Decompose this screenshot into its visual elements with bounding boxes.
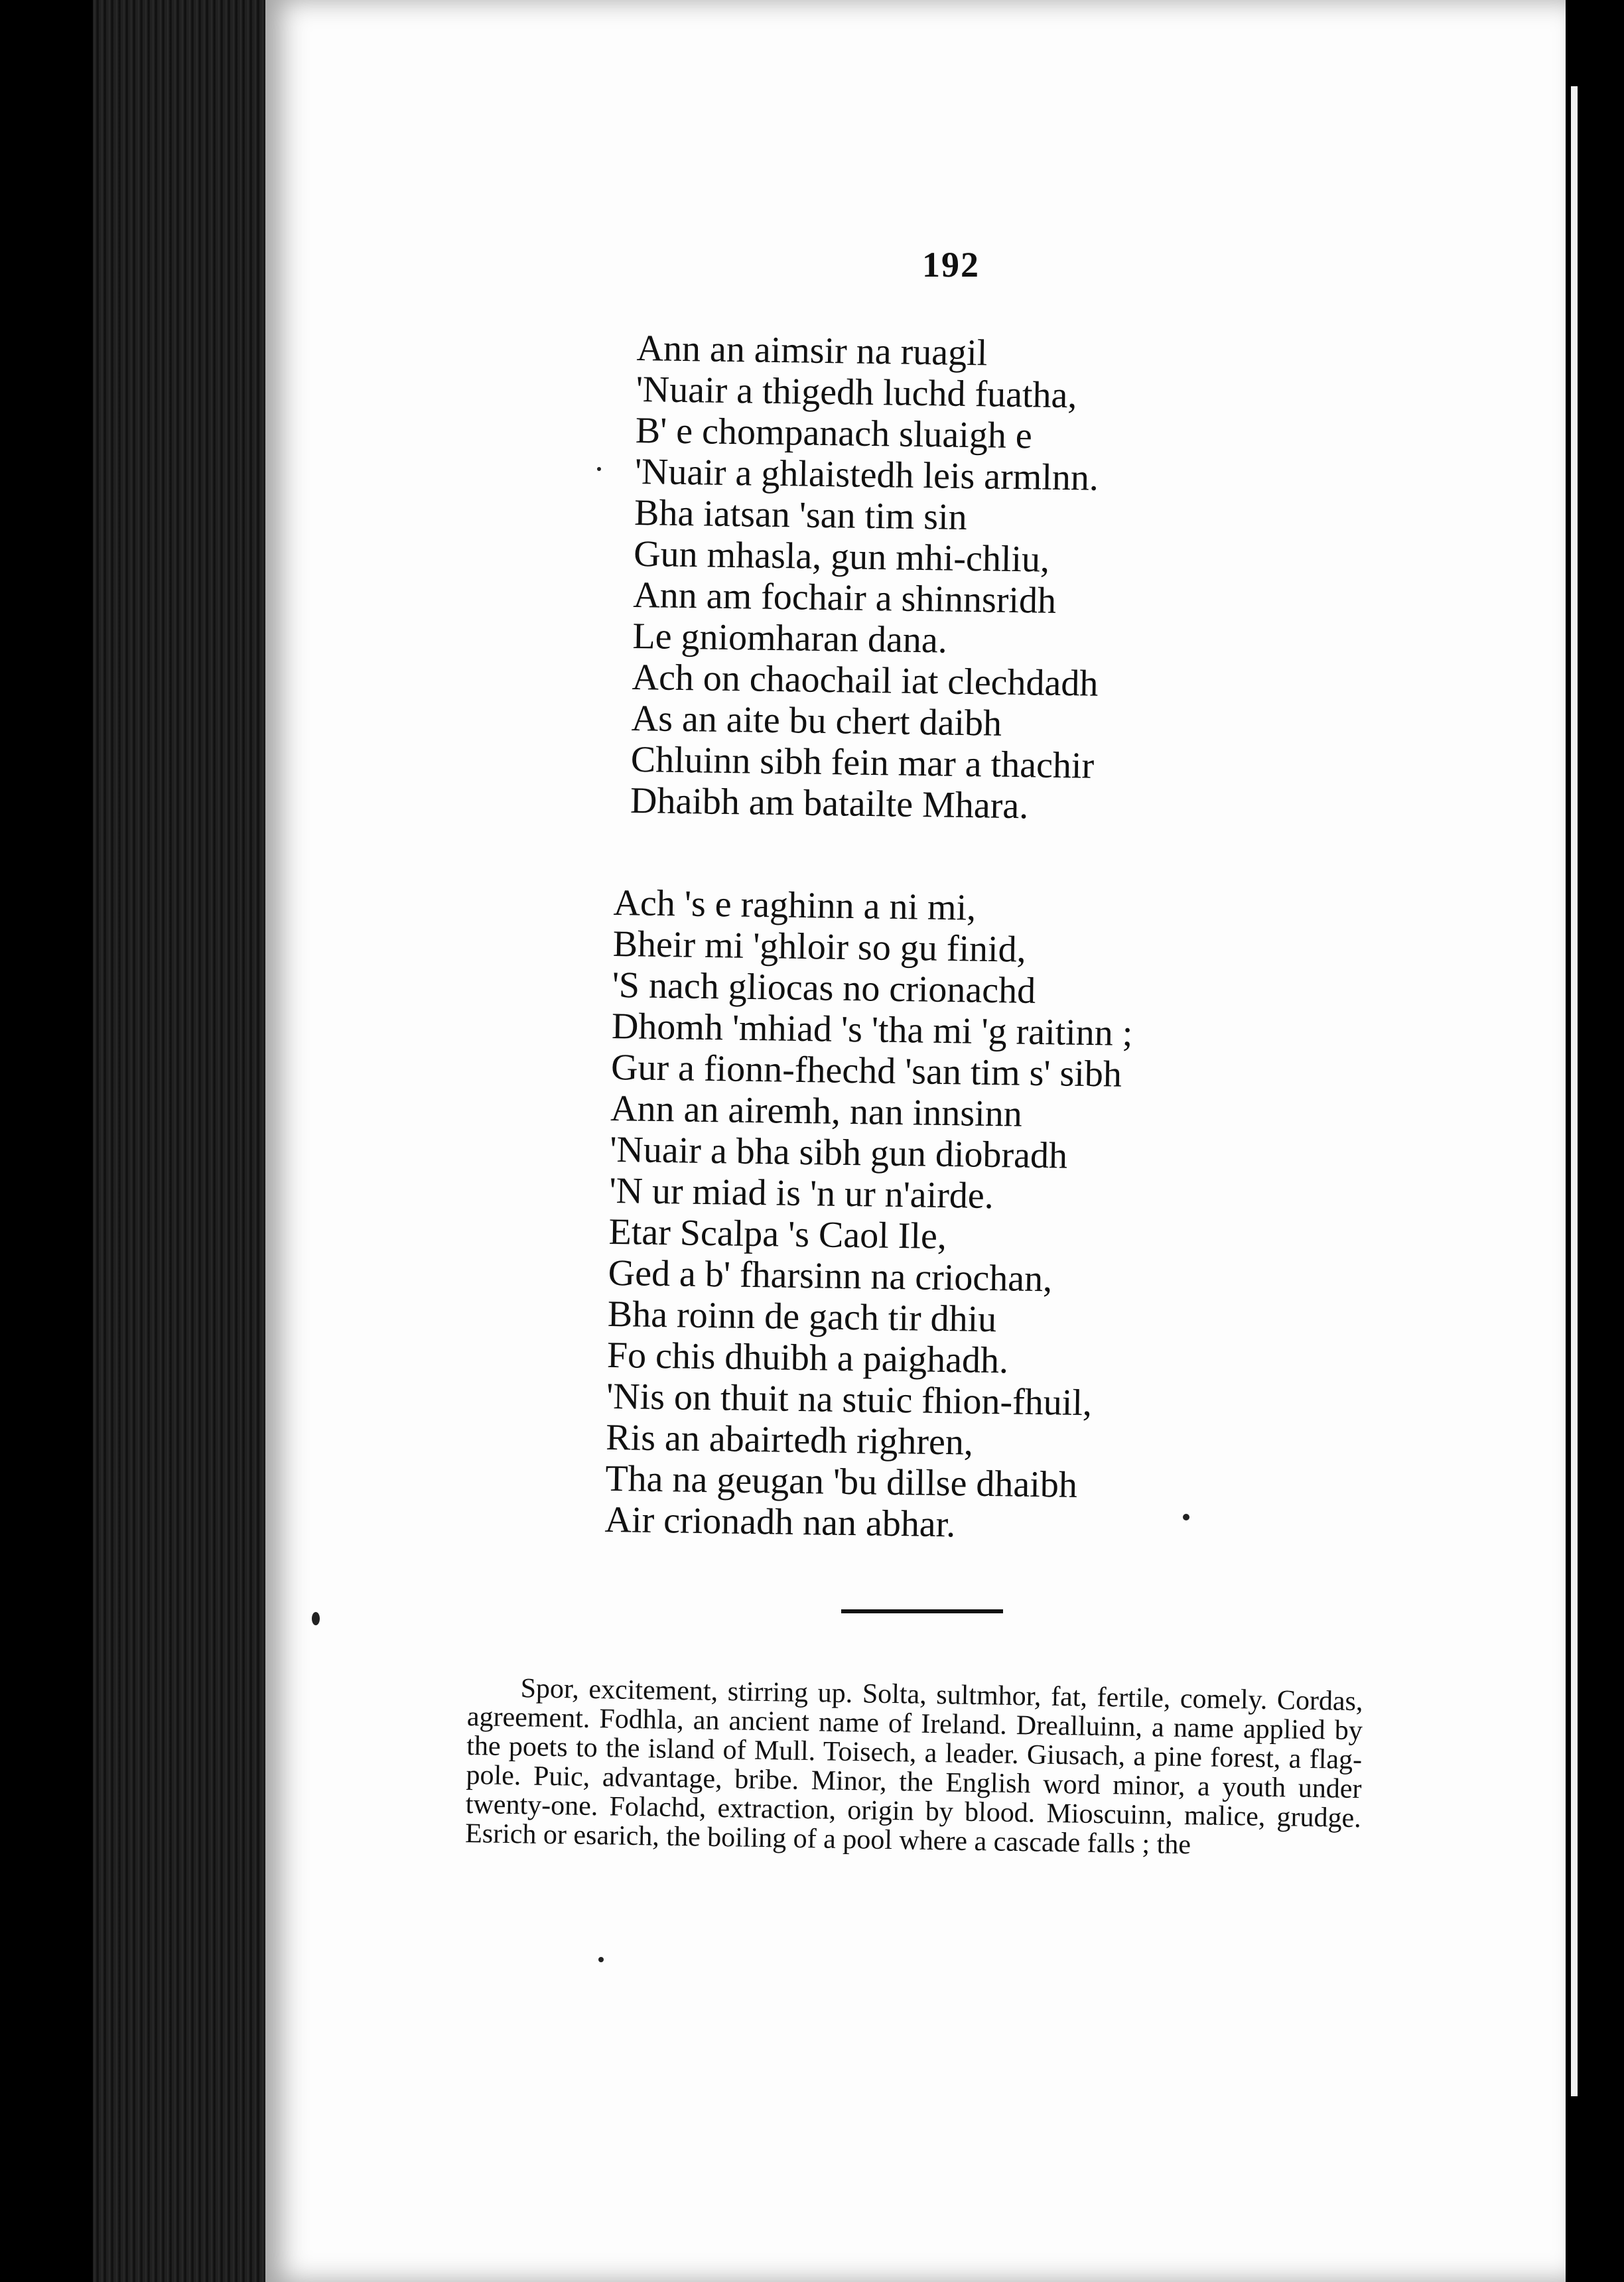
page-number: 192 bbox=[922, 245, 980, 285]
footnote-glossary bbox=[465, 1673, 1363, 1862]
verse-line: Ann an airemh, nan innsinn bbox=[610, 1087, 1023, 1135]
verse-line: As an aite bu chert daibh bbox=[631, 697, 1002, 744]
stanza-1 bbox=[630, 328, 1103, 828]
verse-line: 'Nuair a thigedh luchd fuatha, bbox=[636, 368, 1077, 417]
right-page-edge bbox=[1566, 0, 1624, 2282]
ink-speck bbox=[1183, 1514, 1189, 1520]
verse-line: 'N ur miad is 'n ur n'airde. bbox=[609, 1170, 994, 1217]
verse-line: 'Nis on thuit na stuic fhion-fhuil, bbox=[606, 1375, 1093, 1424]
section-divider-rule bbox=[841, 1609, 1003, 1613]
verse-line: Dhomh 'mhiad 's 'tha mi 'g raitinn ; bbox=[611, 1005, 1133, 1054]
verse-line: Tha na geugan 'bu dillse dhaibh bbox=[605, 1457, 1078, 1506]
ink-speck bbox=[312, 1612, 320, 1625]
verse-line: Fo chis dhuibh a paighadh. bbox=[606, 1334, 1009, 1382]
verse-line: Ris an abairtedh righren, bbox=[605, 1416, 974, 1463]
stanza-2 bbox=[604, 882, 1134, 1548]
verse-line: B' e chompanach sluaigh e bbox=[635, 409, 1033, 457]
verse-line: Ged a b' fharsinn na criochan, bbox=[608, 1252, 1053, 1300]
verse-line: Ach on chaochail iat clechdadh bbox=[632, 656, 1099, 705]
verse-line: Ann an aimsir na ruagil bbox=[636, 328, 988, 374]
verse-line: 'S nach gliocas no crionachd bbox=[612, 964, 1036, 1012]
verse-line: Ach 's e raghinn a ni mi, bbox=[613, 882, 977, 929]
verse-line: 'Nuair a bha sibh gun diobradh bbox=[609, 1128, 1068, 1177]
verse-line: Ann am fochair a shinnsridh bbox=[632, 574, 1057, 622]
verse-line: Dhaibh am batailte Mhara. bbox=[630, 779, 1029, 827]
verse-line: 'Nuair a ghlaistedh leis armlnn. bbox=[634, 450, 1099, 499]
book-page-edges bbox=[93, 0, 279, 2282]
footnote-text: Spor, excitement, stirring up. Solta, sultmhor, fat, fertile, comely. Cordas, agreement. Fodhla, an ancient name of Ireland. Drealluinn, a name applied by the poets to the island of Mull. Toisech, a leader. Giusach, a pine forest, a flag-pole. Puic, advantage, bribe. Minor, the English word minor, a youth under twenty-one. Folachd, extraction, origin by blood. Mioscuinn, malice, grudge. Esrich or esarich, the boiling of a pool where a cascade falls ; the bbox=[464, 1673, 1363, 1861]
ink-speck bbox=[598, 1957, 604, 1962]
verse-line: Le gniomharan dana. bbox=[632, 615, 948, 661]
verse-line: Gur a fionn-fhechd 'san tim s' sibh bbox=[610, 1046, 1122, 1095]
verse-line: Bha iatsan 'san tim sin bbox=[634, 492, 968, 538]
verse-line: Bheir mi 'ghloir so gu finid, bbox=[612, 923, 1027, 971]
verse-line: Air crionadh nan abhar. bbox=[604, 1499, 956, 1546]
verse-line: Gun mhasla, gun mhi-chliu, bbox=[633, 533, 1050, 580]
verse-line: Etar Scalpa 's Caol Ile, bbox=[608, 1211, 947, 1258]
ink-speck bbox=[597, 467, 601, 471]
verse-line: Bha roinn de gach tir dhiu bbox=[607, 1293, 997, 1341]
verse-line: Chluinn sibh fein mar a thachir bbox=[630, 738, 1095, 787]
